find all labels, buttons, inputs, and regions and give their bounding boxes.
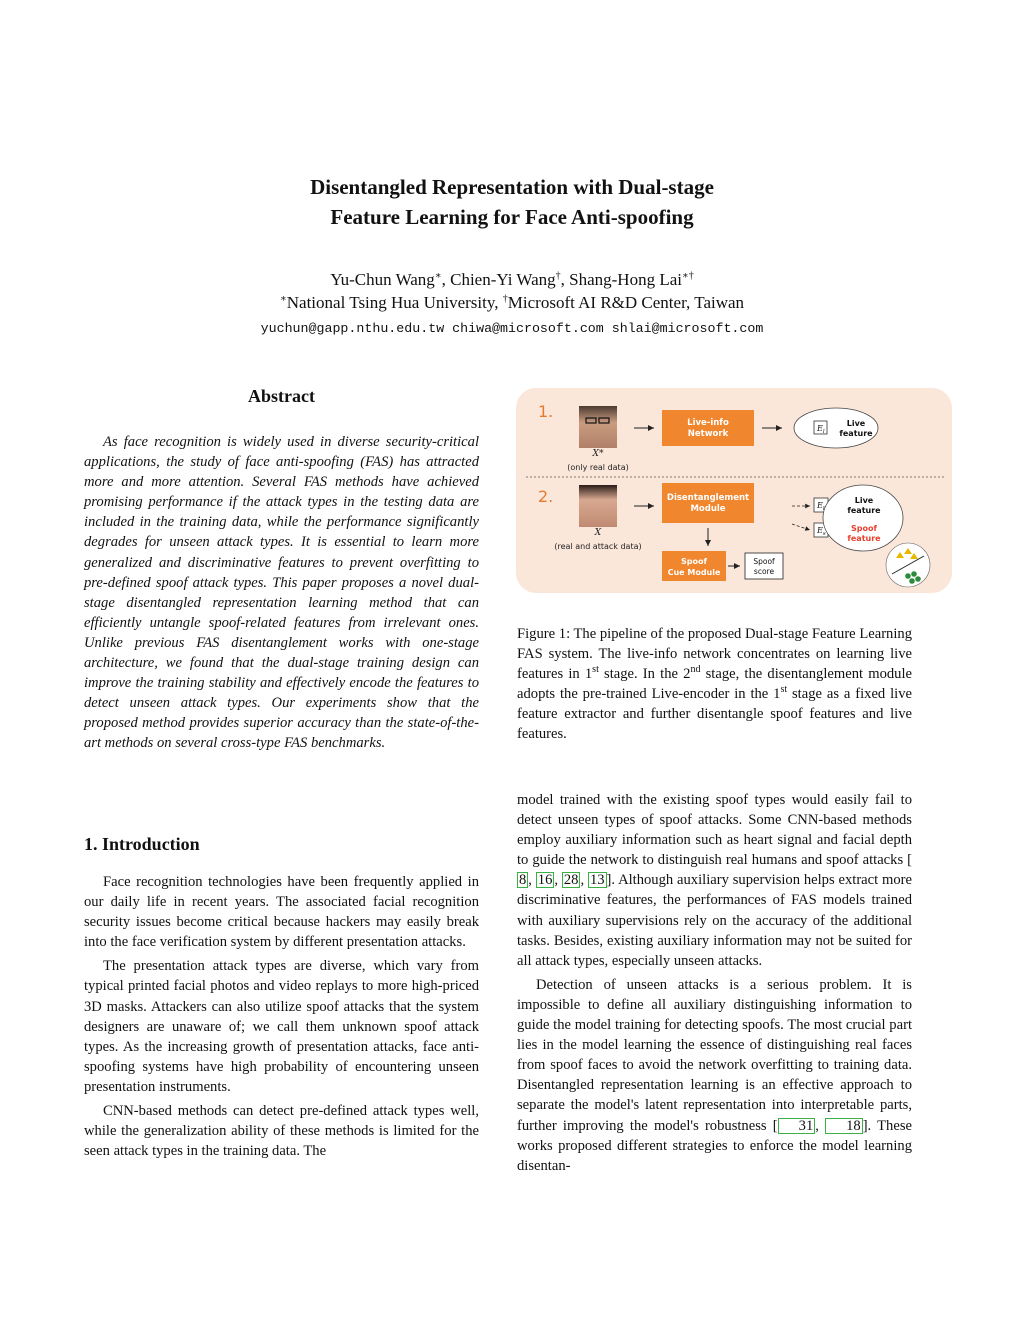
spoof-score-label: Spoof score xyxy=(753,557,775,576)
intro-paragraph-3: CNN-based methods can detect pre-defined attack types well, while the generalization ability of these methods is limited for the seen attack types in the training data. The xyxy=(84,1103,479,1160)
right-column-body xyxy=(517,790,912,1176)
svg-text:El: $E_l$ xyxy=(817,501,825,512)
disentanglement-module-label: Disentanglement Module xyxy=(666,493,750,514)
citation-link[interactable]: 8 xyxy=(519,872,527,889)
svg-text:Es: $E_s$ xyxy=(817,526,826,537)
live-feature-label-2: Live feature xyxy=(847,496,881,515)
abstract-text: As face recognition is widely used in diverse security-critical applications, the study of face anti-spoofing (FAS) has attracted more and more attention. Several FAS methods have achieved promising performance if the attack types in the testing data are included in the training data, while the performance significantly degrades for unseen attack types. It is essential to learn more generalized and discriminative features to prevent overfitting to pre-defined spoof attack types. This paper proposes a novel dual-stage disentangled representation learning method that can efficiently untangle spoof-related features from irrelevant ones. Unlike previous FAS disentanglement works with one-stage architecture, we found that the dual-stage training design can improve the training stability and effectively encode the features to detect unseen attack types. Our experiments show that the proposed method provides superior accuracy than the state-of-the-art methods on several cross-type FAS benchmarks. xyxy=(84,434,479,752)
citation-link[interactable]: 13 xyxy=(589,872,605,889)
live-info-network-box xyxy=(662,410,754,446)
intro-paragraph-1: Face recognition technologies have been frequently applied in our daily life in recent years. The associated facial recognition security issues become critical because hackers may easily break into the face verification system by different presentation attacks. xyxy=(84,874,479,951)
title-line-1: Disentangled Representation with Dual-stage xyxy=(310,175,714,199)
x-star-caption: (only real data) xyxy=(567,463,629,472)
citation-link[interactable]: 28 xyxy=(563,872,579,889)
encoder-l-label: $E_l$ xyxy=(817,424,825,435)
spoof-feature-label: Spoof feature xyxy=(847,524,881,543)
author-2: Chien-Yi Wang xyxy=(450,270,556,289)
face-image-real xyxy=(579,406,617,448)
affiliation-2: Microsoft AI R&D Center, Taiwan xyxy=(507,293,745,312)
intro-body xyxy=(84,872,479,1161)
live-feature-bubble xyxy=(794,408,878,448)
disentanglement-module-box xyxy=(662,483,754,523)
x-caption: (real and attack data) xyxy=(554,542,642,551)
citation-link[interactable]: 18 xyxy=(825,1118,863,1134)
face-image-attack xyxy=(579,485,617,527)
title-line-2: Feature Learning for Face Anti-spoofing xyxy=(330,205,694,229)
right-paragraph-2: Detection of unseen attacks is a serious problem. It is impossible to define all auxiliary distinguishing information to guide the model training for detecting spoofs. The most crucial part lies in the model learning the essence of distinguishing real faces from spoof faces to avoid the network overfitting to training data. Disentangled representation learning is an effective approach to separate the model's latent representation into interpretable parts, further improving the model's robustness [ 31 , 18 ]. These works proposed different strategies to enforce the model learning disentan- xyxy=(517,976,912,1174)
citation-link[interactable]: 31 xyxy=(778,1118,816,1134)
author-emails: yuchun@gapp.nthu.edu.tw chiwa@microsoft.com shlai@microsoft.com xyxy=(260,321,764,336)
intro-paragraph-2: The presentation attack types are diverse, which vary from typical printed facial photos and video replays to more high-priced 3D masks. Attackers can also utilize spoof attacks that the system designers are unaware of; we call them unknown spoof attack types. As the increasing growth of presentation attacks, face anti-spoofing systems have high probability of encountering unseen presentation instruments. xyxy=(84,958,479,1095)
pipeline-figure xyxy=(516,388,952,593)
author-names: Yu-Chun Wang∗, Chien-Yi Wang†, Shang-Hong Lai∗† xyxy=(330,270,694,289)
live-feature-label-1: Live feature xyxy=(839,419,873,438)
live-info-network-label: Live-info Network xyxy=(687,418,729,439)
paper-title xyxy=(0,172,1024,232)
spoof-cue-module-label: Spoof Cue Module xyxy=(667,557,721,577)
right-paragraph-1: model trained with the existing spoof types would easily fail to detect unseen types of spoof attacks. Some CNN-based methods employ auxiliary information such as heart signal and facial depth to guide the network to distinguish real humans and spoof attacks [8 , 16 , 28 , 13 ]. Although auxiliary supervision helps extract more discriminative features, the performances of FAS models trained with auxiliary supervisions rely on the accuracy of the additional tasks. Besides, existing auxiliary information may not be suited for all attack types, especially unseen attacks. xyxy=(517,792,913,969)
citation-link[interactable]: 16 xyxy=(537,872,553,889)
x-star-label: X* xyxy=(592,449,604,459)
stage-2-label: 2. xyxy=(538,487,554,506)
stage-1-label: 1. xyxy=(538,402,554,421)
affiliation-1: National Tsing Hua University, xyxy=(286,293,499,312)
x-label: X xyxy=(594,528,602,538)
author-3: Shang-Hong Lai xyxy=(569,270,682,289)
abstract-body xyxy=(84,432,479,754)
intro-heading: 1. Introduction xyxy=(84,834,200,854)
author-block xyxy=(0,268,1024,314)
affiliations: ∗National Tsing Hua University, †Microsoft AI R&D Center, Taiwan xyxy=(279,293,745,312)
author-1: Yu-Chun Wang xyxy=(330,270,435,289)
abstract-heading: Abstract xyxy=(248,386,315,406)
figure-caption: Figure 1: The pipeline of the proposed Dual-stage Feature Learning FAS system. The live-info network concentrates on learning live features in 1st stage. In the 2nd stage, the disentanglement module adopts the pre-trained Live-encoder in the 1st stage as a fixed live feature extractor and further disentangle spoof features and live features. xyxy=(517,626,912,743)
